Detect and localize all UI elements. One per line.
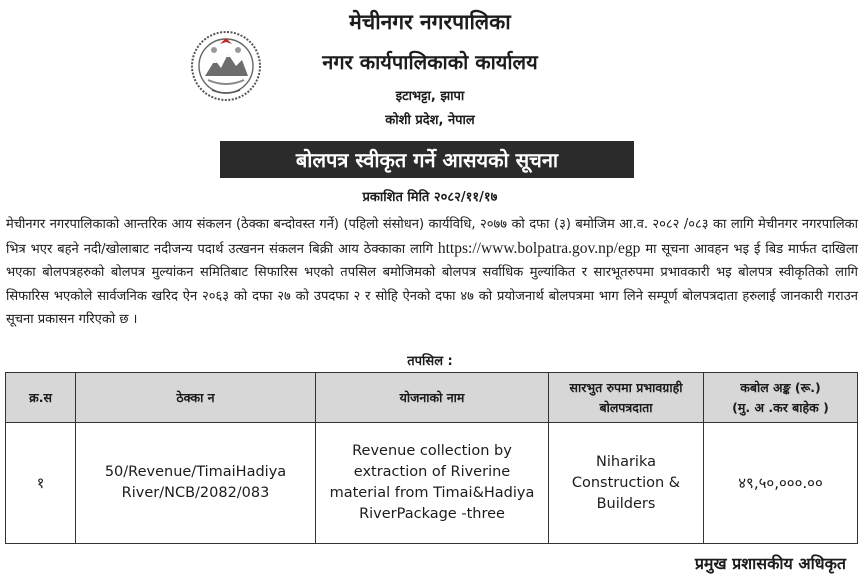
office-location: इटाभट्टा, झापा [395, 89, 465, 104]
header-contract-no [76, 373, 316, 423]
signature-title: प्रमुख प्रशासकीय अधिकृत [694, 554, 846, 573]
municipality-name: मेचीनगर नगरपालिका [349, 10, 511, 34]
tapsil-label: तपसिल : [407, 354, 453, 369]
notice-title: बोलपत्र स्वीकृत गर्ने आसयको सूचना [295, 148, 559, 172]
row-project-name: Revenue collection by extraction of Riverine material from Timai&Hadiya RiverPackage -three [316, 423, 549, 544]
row-bidder: Niharika Construction & Builders [549, 423, 704, 544]
header-amount [704, 373, 858, 423]
table-header-row [6, 373, 858, 423]
header-contract-no-text: ठेक्का न [176, 389, 215, 405]
table-row [6, 423, 858, 544]
header-project-name-text: योजनाको नाम [399, 389, 465, 405]
office-name: नगर कार्यपालिकाको कार्यालय [322, 50, 538, 74]
header-bidder-line1: सारभुत रुपमा प्रभावग्राही [569, 379, 683, 395]
tender-table [5, 372, 858, 544]
publish-date: प्रकाशित मिति २०८२/११/१७ [362, 190, 498, 205]
office-province: कोशी प्रदेश, नेपाल [385, 113, 475, 128]
header-amount-line2: (मु. अ .कर बाहेक ) [732, 399, 829, 415]
header-bidder [549, 373, 704, 423]
egp-url-link[interactable]: https://www.bolpatra.gov.np/egp [437, 239, 641, 257]
header-sn [6, 373, 76, 423]
notice-body-text-1: मेचीनगर नगरपालिकाको आन्तरिक आय संकलन (ठेक्का बन्दोवस्त गर्ने) (पहिलो संसोधन) कार्यविधि, २०७७ को दफा (३) बमोजिम आ.व. २०८२ /०८३ का लागि मेचीनगर नगरपालिका भित्र भएर बहने नदी/खोलाबाट नदीजन्य पदार्थ उत्खनन संकलन बिक्री आय ठेक्काका लागि [6, 217, 858, 257]
header-project-name [316, 373, 549, 423]
header-bidder-line2: बोलपत्रदाता [599, 399, 653, 415]
notice-title-banner [220, 141, 634, 178]
row-amount: ४९,५०,०००.०० [704, 423, 858, 544]
row-contract-no: 50/Revenue/TimaiHadiya River/NCB/2082/083 [76, 423, 316, 544]
header-amount-line1: कबोल अङ्क (रू.) [740, 379, 821, 395]
header-sn-text: क्र.स [29, 389, 52, 405]
notice-body-text-2: मा सूचना आवहन भइ ई बिड मार्फत दाखिला भएका बोलपत्रहरुको बोलपत्र मुल्यांकन समितिबाट सिफारिस भएको तपसिल बमोजिमको बोलपत्र सर्वाधिक मुल्यांकित र सारभूतरुपमा प्रभावकारी भइ बोलपत्र स्वीकृतिको लागि सिफारिस भएकोले सार्वजनिक खरिद ऐन २०६३ को दफा २७ को उपदफा २ र सोहि ऐनको दफा ४७ को प्रयोजनार्थ बोलपत्रमा भाग लिने सम्पूर्ण बोलपत्रदाता हरुलाई जानकारी गराउन सूचना प्रकासन गरिएको छ । [6, 241, 858, 327]
notice-body [6, 213, 858, 332]
row-sn: १ [6, 423, 76, 544]
